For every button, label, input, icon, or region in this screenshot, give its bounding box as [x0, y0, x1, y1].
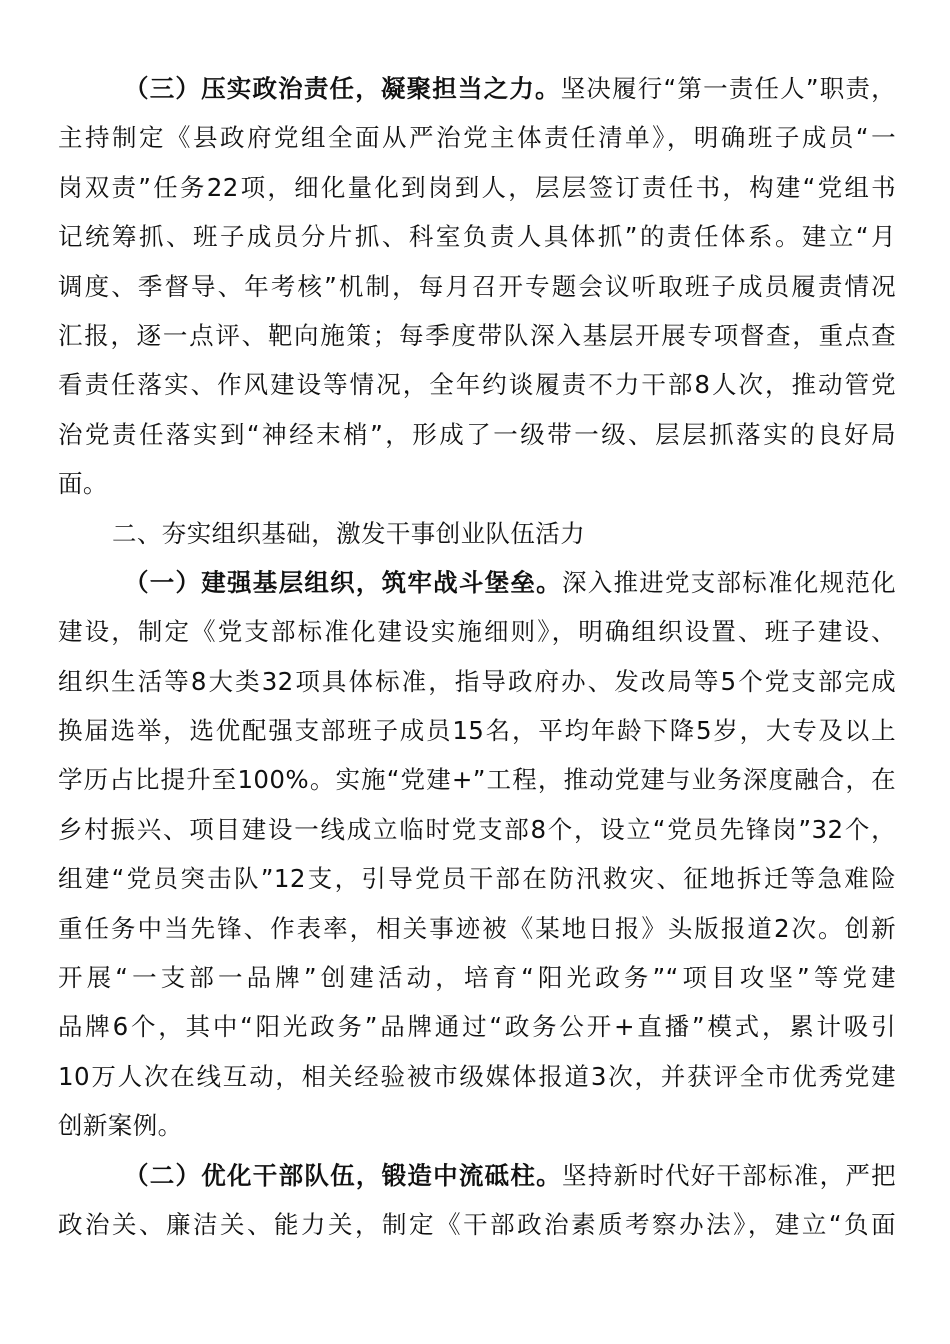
section-1-line: 深入推进党支部标准化规范化: [561, 567, 896, 597]
section-2-line: 坚持新时代好干部标准，严把: [561, 1160, 896, 1190]
section-3-line: 汇报，逐一点评、靶向施策；每季度带队深入基层开展专项督查，重点查: [58, 320, 896, 350]
section-1-line: 乡村振兴、项目建设一线成立临时党支部8个，设立“党员先锋岗”32个，: [58, 814, 896, 844]
section-2-heading: （二）优化干部队伍，锻造中流砥柱。: [124, 1160, 562, 1190]
section-1-line: 换届选举，选优配强支部班子成员15名，平均年龄下降5岁，大专及以上: [58, 716, 896, 746]
section-2-line: 政治关、廉洁关、能力关，制定《干部政治素质考察办法》，建立“负面: [58, 1209, 896, 1239]
section-3-first-line: [58, 64, 896, 113]
section-1-line: 创新案例。: [58, 1111, 183, 1141]
section-3-line: 调度、季督导、年考核”机制，每月召开专题会议听取班子成员履责情况: [58, 271, 896, 301]
section-1-line: 组织生活等8大类32项具体标准，指导政府办、发改局等5个党支部完成: [58, 666, 896, 696]
section-3-heading: （三）压实政治责任，凝聚担当之力。: [124, 74, 561, 103]
section-3-line: 岗双责”任务22项，细化量化到岗到人，层层签订责任书，构建“党组书: [58, 172, 896, 202]
section-1-line: 建设，制定《党支部标准化建设实施细则》，明确组织设置、班子建设、: [58, 617, 896, 647]
section-1-first-line: [58, 558, 896, 607]
section-3-line: 看责任落实、作风建设等情况，全年约谈履责不力干部8人次，推动管党: [58, 370, 896, 400]
section-3-line: 治党责任落实到“神经末梢”，形成了一级带一级、层层抓落实的良好局: [58, 419, 896, 449]
section-1-heading: （一）建强基层组织，筑牢战斗堡垒。: [124, 567, 562, 597]
chapter-2-heading: 二、夯实组织基础，激发干事创业队伍活力: [112, 518, 586, 548]
section-1-line: 组建“党员突击队”12支，引导党员干部在防汛救灾、征地拆迁等急难险: [58, 864, 896, 894]
section-1-line: 10万人次在线互动，相关经验被市级媒体报道3次，并获评全市优秀党建: [58, 1061, 896, 1091]
document-body: [58, 64, 896, 1249]
section-3-line: 面。: [58, 469, 108, 499]
section-3-line: 坚决履行“第一责任人”职责，: [560, 74, 896, 103]
section-3-line: 记统筹抓、班子成员分片抓、科室负责人具体抓”的责任体系。建立“月: [58, 222, 896, 252]
section-2-first-line: [58, 1151, 896, 1200]
section-3-line: 主持制定《县政府党组全面从严治党主体责任清单》，明确班子成员“一: [58, 123, 896, 153]
section-1-line: 重任务中当先锋、作表率，相关事迹被《某地日报》头版报道2次。创新: [58, 913, 896, 943]
section-1-line: 开展“一支部一品牌”创建活动，培育“阳光政务”“项目攻坚”等党建: [58, 963, 896, 993]
section-1-line: 学历占比提升至100%。实施“党建+”工程，推动党建与业务深度融合，在: [58, 765, 896, 795]
section-1-line: 品牌6个，其中“阳光政务”品牌通过“政务公开+直播”模式，累计吸引: [58, 1012, 896, 1042]
